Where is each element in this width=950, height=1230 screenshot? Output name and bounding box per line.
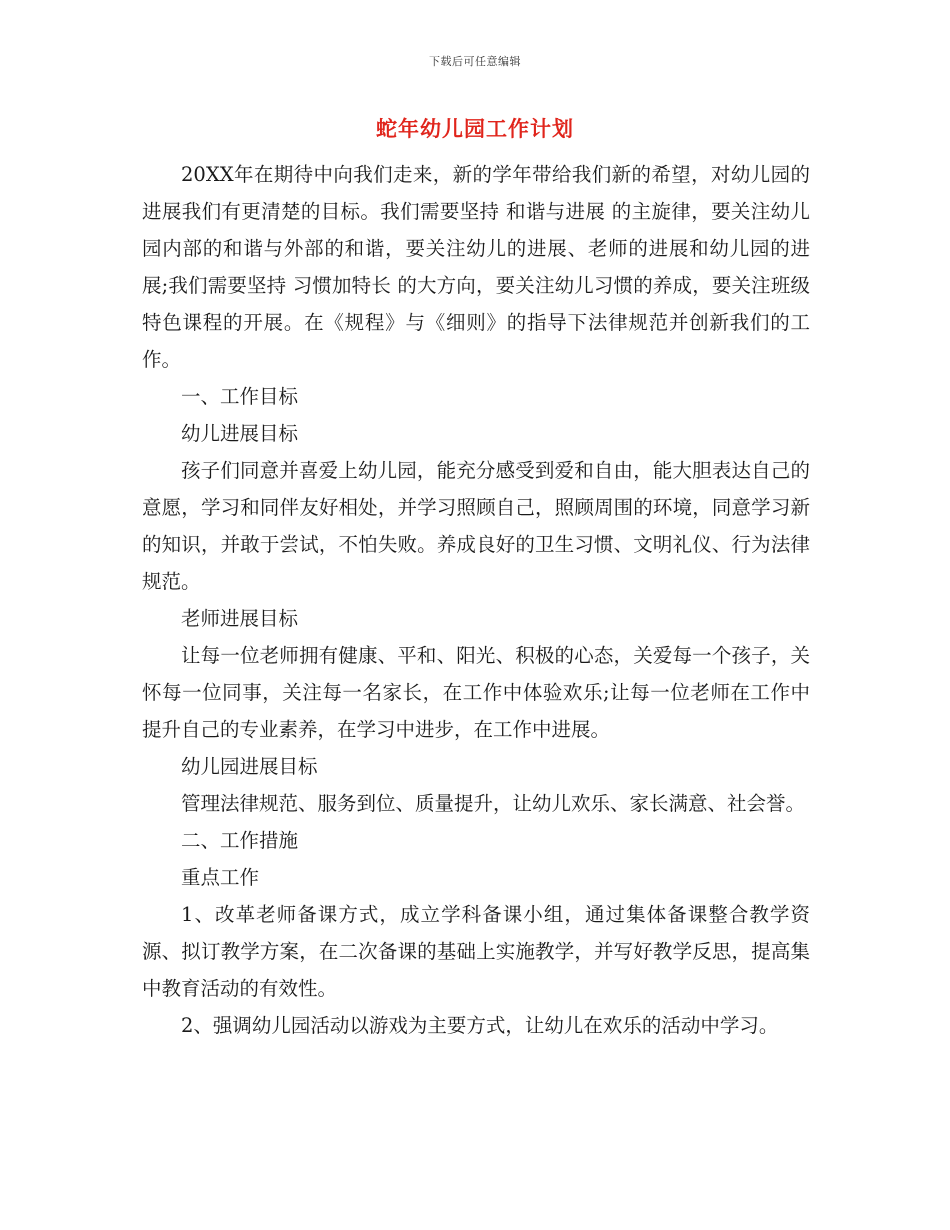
paragraph-kindergarten-goals: 管理法律规范、服务到位、质量提升，让幼儿欢乐、家长满意、社会誉。 <box>181 792 806 815</box>
subheading-kindergarten-goals: 幼儿园进展目标 <box>181 755 318 778</box>
subheading-key-work: 重点工作 <box>181 866 260 889</box>
section-heading-measures: 二、工作措施 <box>181 829 299 852</box>
paragraph-teacher-goals: 让每一位老师拥有健康、平和、阳光、积极的心态，关爱每一个孩子，关怀每一位同事，关注每一名家长，在工作中体验欢乐;让每一位老师在工作中提升自己的专业素养，在学习中进步，在工作中进展。 <box>142 644 810 741</box>
document-title: 蛇年幼儿园工作计划 <box>376 116 574 141</box>
section-heading-goals: 一、工作目标 <box>181 385 299 408</box>
paragraph-measure-1: 1、改革老师备课方式，成立学科备课小组，通过集体备课整合教学资源、拟订教学方案，在二次备课的基础上实施教学，并写好教学反思，提高集中教育活动的有效性。 <box>142 903 810 1000</box>
paragraph-measure-2: 2、强调幼儿园活动以游戏为主要方式，让幼儿在欢乐的活动中学习。 <box>181 1014 779 1037</box>
paragraph-child-goals: 孩子们同意并喜爱上幼儿园，能充分感受到爱和自由，能大胆表达自己的意愿，学习和同伴友好相处，并学习照顾自己，照顾周围的环境，同意学习新的知识，并敢于尝试，不怕失败。养成良好的卫生习惯、文明礼仪、行为法律规范。 <box>142 459 810 593</box>
subheading-child-goals: 幼儿进展目标 <box>181 422 299 445</box>
subheading-teacher-goals: 老师进展目标 <box>181 607 299 630</box>
header-note: 下载后可任意编辑 <box>429 55 521 68</box>
paragraph-intro: 20XX年在期待中向我们走来，新的学年带给我们新的希望，对幼儿园的进展我们有更清楚的目标。我们需要坚持 和谐与进展 的主旋律，要关注幼儿园内部的和谐与外部的和谐，要关注幼儿的进展、老师的进展和幼儿园的进展;我们需要坚持 习惯加特长 的大方向，要关注幼儿习惯的养成，要关注班级特色课程的开展。在《规程》与《细则》的指导下法律规范并创新我们的工作。 <box>142 163 810 371</box>
document-body <box>142 156 810 1044</box>
